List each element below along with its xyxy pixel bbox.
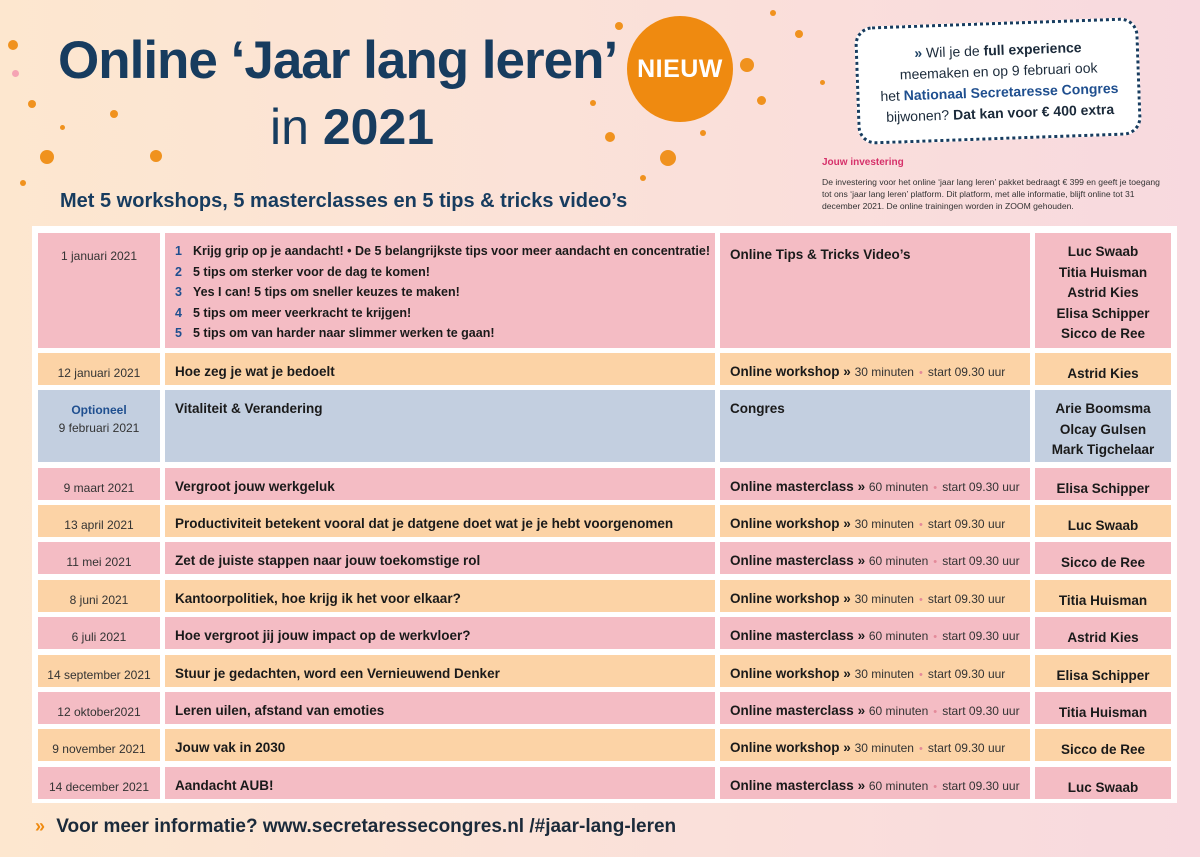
tip-number: 3 [175,285,182,299]
callout-price: Dat kan voor € 400 extra [952,100,1115,123]
row-type [720,767,1030,799]
speaker-name: Astrid Kies [1067,285,1139,300]
session-type: Online masterclass [730,553,854,568]
tip-text: Krijg grip op je aandacht! • De 5 belangrijkste tips voor meer aandacht en concentratie! [193,244,711,258]
chevron-right-icon: » [857,553,866,568]
tip-number: 2 [175,264,182,279]
row-type: Congres [720,390,1030,462]
row-date: 9 november 2021 [38,729,160,761]
investment-body: De investering voor het online ‘jaar lang leren’ pakket bedraagt € 399 en geeft je toegang tot ons ‘jaar lang leren’ platform. Dit platform, met alle informatie, blijft online tot 31 december 2021. De online trainingen worden in ZOOM gehouden. [822,177,1160,211]
chevron-right-icon: » [843,364,851,379]
row-date: 12 januari 2021 [38,353,160,385]
table-row [38,468,1171,500]
session-start: start 09.30 uur [927,592,1006,606]
row-speakers [1035,390,1171,462]
row-date: 1 januari 2021 [38,233,160,348]
chevron-right-icon: » [857,479,866,494]
session-type: Online workshop [730,666,840,681]
chevron-right-icon: » [35,816,46,836]
session-type: Online workshop [730,364,840,379]
session-start: start 09.30 uur [927,741,1006,755]
tip-number: 5 [175,326,182,340]
investment-info [822,157,1162,212]
row-type [720,617,1030,649]
table-row [38,617,1171,649]
separator-dot: • [930,482,941,494]
row-speaker: Titia Huisman [1035,580,1171,612]
tip-text: 5 tips om sterker voor de dag te komen! [193,264,430,279]
row-type [720,580,1030,612]
row-title: Vergroot jouw werkgeluk [165,468,715,500]
table-row [38,580,1171,612]
row-speaker: Elisa Schipper [1035,468,1171,500]
row-date: 14 december 2021 [38,767,160,799]
full-experience-callout [854,17,1142,145]
page-title: Online ‘Jaar lang leren’ [58,31,618,90]
investment-heading: Jouw investering [822,157,904,168]
session-duration: 60 minuten [868,779,929,793]
session-start: start 09.30 uur [942,554,1020,568]
separator-dot: • [915,743,926,755]
chevron-right-icon: » [843,740,851,755]
row-speaker: Luc Swaab [1035,505,1171,537]
footer-link[interactable]: Voor meer informatie? www.secretaressecongres.nl /#jaar-lang-leren [56,816,677,837]
callout-text-bold: full experience [983,39,1082,59]
row-title [165,233,715,348]
tip-text: Yes I can! 5 tips om sneller keuzes te maken! [193,285,460,299]
row-type [720,542,1030,574]
session-start: start 09.30 uur [942,704,1020,718]
table-row [38,353,1171,385]
tip-item [175,323,715,344]
callout-text: het [880,87,901,105]
chevron-right-icon: » [857,703,866,718]
row-speaker: Luc Swaab [1035,767,1171,799]
chevron-right-icon: » [857,778,866,793]
callout-text: meemaken en op 9 februari ook [899,59,1098,83]
tip-text: 5 tips om meer veerkracht te krijgen! [193,305,412,320]
session-duration: 30 minuten [854,741,914,755]
speaker-name: Luc Swaab [1067,244,1139,259]
callout-text: Wil je de [925,42,980,61]
row-date: 11 mei 2021 [38,542,160,574]
row-speaker: Sicco de Ree [1035,542,1171,574]
row-title: Hoe zeg je wat je bedoelt [165,353,715,385]
session-type: Online workshop [730,516,840,531]
chevron-right-icon: » [857,628,866,643]
row-title: Productiviteit betekent vooral dat je datgene doet wat je je hebt voorgenomen [165,505,715,537]
session-duration: 60 minuten [868,554,929,568]
session-start: start 09.30 uur [942,779,1020,793]
separator-dot: • [930,706,941,718]
tip-item [175,241,715,262]
table-row [38,505,1171,537]
session-duration: 30 minuten [854,365,914,379]
row-date: 14 september 2021 [38,655,160,687]
separator-dot: • [915,594,926,606]
tip-item [175,303,715,324]
chevron-right-icon: » [843,666,851,681]
callout-congres-name: Nationaal Secretaresse Congres [903,79,1119,104]
optional-date: 9 februari 2021 [58,421,140,435]
row-speaker: Elisa Schipper [1035,655,1171,687]
row-title: Leren uilen, afstand van emoties [165,692,715,724]
session-type: Online masterclass [730,703,854,718]
separator-dot: • [915,669,926,681]
row-date: 6 juli 2021 [38,617,160,649]
row-date: 9 maart 2021 [38,468,160,500]
title-year: 2021 [322,99,435,155]
session-start: start 09.30 uur [927,667,1006,681]
title-prefix: in [270,99,309,155]
callout-text: bijwonen? [885,106,950,125]
session-type: Online masterclass [730,479,854,494]
tip-item [175,262,715,283]
session-duration: 60 minuten [868,704,929,718]
speaker-name: Sicco de Ree [1060,326,1146,341]
chevron-right-icon: » [843,516,851,531]
row-type [720,692,1030,724]
chevron-right-icon: » [843,591,851,606]
row-type [720,468,1030,500]
session-duration: 30 minuten [854,592,914,606]
session-start: start 09.30 uur [942,480,1020,494]
tip-item [175,282,715,303]
row-title: Zet de juiste stappen naar jouw toekomstige rol [165,542,715,574]
row-title: Jouw vak in 2030 [165,729,715,761]
row-speaker: Astrid Kies [1035,353,1171,385]
tip-text: 5 tips om van harder naar slimmer werken te gaan! [193,326,495,340]
speaker-name: Olcay Gulsen [1059,421,1147,437]
table-row [38,655,1171,687]
tip-number: 4 [175,305,182,320]
table-row [38,729,1171,761]
optional-label: Optioneel [71,403,127,417]
table-row [38,692,1171,724]
row-type: Online Tips & Tricks Video’s [720,233,1030,348]
row-title: Kantoorpolitiek, hoe krijg ik het voor elkaar? [165,580,715,612]
row-date: 12 oktober2021 [38,692,160,724]
separator-dot: • [930,781,941,793]
tips-list [175,241,715,344]
session-type: Online masterclass [730,778,854,793]
session-start: start 09.30 uur [927,365,1006,379]
row-title: Stuur je gedachten, word een Vernieuwend Denker [165,655,715,687]
row-speaker: Titia Huisman [1035,692,1171,724]
session-start: start 09.30 uur [927,517,1006,531]
speaker-name: Arie Boomsma [1055,401,1151,416]
tip-number: 1 [175,244,182,258]
speaker-name: Titia Huisman [1058,264,1148,280]
row-type [720,505,1030,537]
session-duration: 30 minuten [854,667,914,681]
row-type [720,729,1030,761]
speaker-name: Mark Tigchelaar [1051,442,1155,457]
row-title: Vitaliteit & Verandering [165,390,715,462]
session-type: Online workshop [730,740,840,755]
speaker-name: Elisa Schipper [1056,305,1150,321]
row-type [720,353,1030,385]
row-type [720,655,1030,687]
separator-dot: • [915,519,926,531]
session-duration: 60 minuten [868,480,929,494]
row-date: 8 juni 2021 [38,580,160,612]
session-duration: 30 minuten [854,517,914,531]
row-speakers [1035,233,1171,348]
row-date [38,390,160,462]
row-speaker: Astrid Kies [1035,617,1171,649]
table-row [38,542,1171,574]
row-title: Aandacht AUB! [165,767,715,799]
subtitle: Met 5 workshops, 5 masterclasses en 5 tips & tricks video’s [60,190,628,212]
schedule-table [32,226,1177,803]
row-title: Hoe vergroot jij jouw impact op de werkvloer? [165,617,715,649]
session-type: Online masterclass [730,628,854,643]
separator-dot: • [915,367,926,379]
row-date: 13 april 2021 [38,505,160,537]
separator-dot: • [930,556,941,568]
table-row [38,767,1171,799]
separator-dot: • [930,631,941,643]
table-row-optional [38,390,1171,462]
table-row [38,233,1171,348]
page-title-year-line [270,98,434,156]
session-start: start 09.30 uur [942,629,1020,643]
new-badge: NIEUW [627,16,733,122]
chevron-right-icon: » [914,44,923,61]
session-type: Online workshop [730,591,840,606]
row-speaker: Sicco de Ree [1035,729,1171,761]
session-duration: 60 minuten [868,629,929,643]
footer-info [35,816,676,838]
